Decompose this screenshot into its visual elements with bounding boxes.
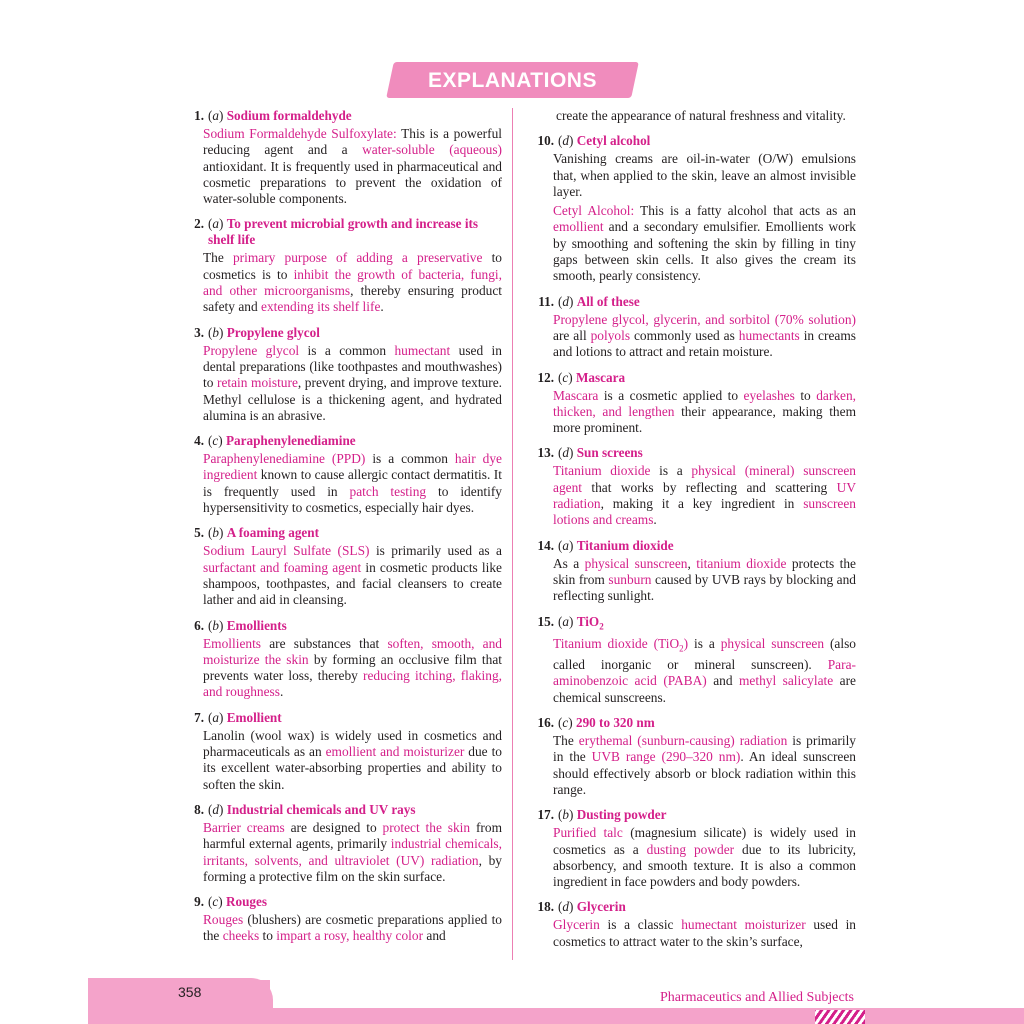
answer-text: Industrial chemicals and UV rays xyxy=(226,801,416,817)
explanation-text: and xyxy=(423,928,446,944)
explanation-text: used in dental preparations (like toothpastes and mouthwashes) to xyxy=(203,342,502,391)
question-heading xyxy=(186,894,502,910)
highlighted-term: emollient xyxy=(553,219,604,235)
option-letter: d xyxy=(562,133,569,149)
highlighted-term: impart a rosy, healthy color xyxy=(276,928,424,944)
highlighted-term: Emollients xyxy=(203,635,262,651)
highlighted-term: methyl salicylate xyxy=(738,673,834,689)
highlighted-term: Sodium Lauryl Sulfate (SLS) xyxy=(203,543,370,559)
explanation-text: , making it a key ingredient in xyxy=(600,496,804,512)
highlighted-term: Para-aminobenzoic acid (PABA) xyxy=(553,657,856,689)
option-paren-open: ( xyxy=(558,445,563,461)
highlighted-term: UVB range (290–320 nm) xyxy=(591,749,741,765)
explanation-paragraph xyxy=(186,126,502,207)
explanation-text: and xyxy=(706,673,739,689)
question-answer-line xyxy=(208,710,502,726)
decorative-stripes xyxy=(815,1010,865,1024)
explanation-text: The xyxy=(553,733,579,749)
explanation-text: in creams and lotions to attract and retain moisture. xyxy=(553,327,856,360)
question-number: 18. xyxy=(537,899,554,915)
explanation-paragraph xyxy=(536,917,856,950)
answer-subscript: 2 xyxy=(599,621,604,632)
highlighted-term: Propylene glycol, glycerin, and sorbitol (70% solution) xyxy=(553,311,856,327)
option-paren-open: ( xyxy=(208,894,213,910)
question-heading xyxy=(536,715,856,731)
option-letter: c xyxy=(212,433,219,449)
question-block xyxy=(186,433,502,516)
question-answer-line xyxy=(558,715,856,731)
question-block xyxy=(536,899,856,950)
explanation-paragraph xyxy=(186,636,502,701)
highlighted-term: UV radiation xyxy=(553,479,856,512)
explanation-text: are designed to xyxy=(284,819,383,835)
option-letter: a xyxy=(212,108,219,123)
question-number: 14. xyxy=(537,537,554,553)
explanation-text: . xyxy=(653,512,657,528)
explanation-text: used in cosmetics to attract water to the skin’s surface, xyxy=(553,917,856,949)
explanation-paragraph xyxy=(536,636,856,706)
answer-text: Titanium dioxide xyxy=(576,537,674,553)
question-heading xyxy=(186,710,502,726)
explanation-text: (magnesium silicate) is widely used in cosmetics as a xyxy=(553,825,856,857)
option-letter: b xyxy=(212,324,219,340)
highlighted-term: Purified talc xyxy=(553,825,623,841)
highlighted-term: humectant xyxy=(394,342,451,358)
highlighted-term: surfactant and foaming agent xyxy=(203,559,362,575)
question-number: 2. xyxy=(194,216,204,232)
highlighted-term: inhibit the growth of bacteria, fungi, and other microorganisms xyxy=(203,266,502,299)
option-paren-close: ) xyxy=(569,807,577,823)
question-block xyxy=(186,108,502,207)
option-paren-close: ) xyxy=(569,293,577,309)
question-number: 10. xyxy=(537,133,554,149)
highlighted-term: extending its shelf life xyxy=(261,299,381,315)
explanation-text: , thereby ensuring product safety and xyxy=(203,283,502,315)
question-answer-line xyxy=(208,802,502,818)
option-paren-open: ( xyxy=(208,324,213,340)
explanation-paragraph xyxy=(536,151,856,200)
question-block xyxy=(536,715,856,798)
question-number: 16. xyxy=(537,715,554,731)
book-title: Pharmaceutics and Allied Subjects xyxy=(659,990,854,1005)
option-letter: d xyxy=(212,801,219,817)
option-paren-open: ( xyxy=(558,807,563,823)
explanation-text: , xyxy=(687,555,697,571)
explanation-text: As a xyxy=(553,555,585,571)
option-paren-open: ( xyxy=(558,613,563,629)
answer-text: TiO xyxy=(576,613,600,629)
question-number: 9. xyxy=(194,894,204,910)
highlighted-term: eyelashes xyxy=(743,387,795,403)
highlighted-term: Glycerin xyxy=(553,917,600,933)
explanation-text: is a common xyxy=(365,451,455,467)
explanation-paragraph xyxy=(536,556,856,605)
explanation-paragraph xyxy=(536,463,856,528)
question-answer-line xyxy=(558,807,856,823)
explanation-text: to xyxy=(259,928,277,944)
explanation-text: that works by reflecting and scattering xyxy=(582,479,837,495)
explanation-text: (blushers) are cosmetic preparations applied to the xyxy=(203,912,502,944)
column-divider xyxy=(512,108,513,960)
question-block xyxy=(536,370,856,437)
question-answer-line xyxy=(208,216,502,248)
option-paren-open: ( xyxy=(208,617,213,633)
answer-text: To prevent microbial growth and increase its shelf life xyxy=(208,216,479,248)
option-paren-open: ( xyxy=(558,133,563,149)
highlighted-term: polyols xyxy=(590,327,631,343)
option-paren-close: ) xyxy=(569,445,577,461)
option-paren-open: ( xyxy=(558,369,563,385)
question-answer-line xyxy=(558,370,856,386)
option-letter: c xyxy=(212,894,219,910)
highlighted-term: retain moisture xyxy=(216,375,298,391)
question-heading xyxy=(186,216,502,248)
explanation-text: . An ideal sunscreen should effectively absorb or block radiation within this range. xyxy=(553,749,856,797)
option-paren-open: ( xyxy=(558,899,563,915)
question-number: 5. xyxy=(194,525,204,541)
question-block xyxy=(186,894,502,945)
option-letter: b xyxy=(212,525,219,541)
highlighted-term: erythemal (sunburn-causing) radiation xyxy=(578,733,788,749)
footer-white-area xyxy=(270,976,1024,1008)
highlighted-term: primary purpose of adding a preservative xyxy=(232,250,483,266)
explanation-text: . xyxy=(279,684,284,700)
question-answer-line xyxy=(558,445,856,461)
option-paren-close: ) xyxy=(568,715,576,731)
explanation-text: is primarily in the xyxy=(553,733,856,765)
answer-text: Mascara xyxy=(575,369,626,385)
option-letter: a xyxy=(562,537,569,553)
answer-text: Emollient xyxy=(226,709,282,725)
answer-text: Propylene glycol xyxy=(226,324,320,340)
answer-text: Rouges xyxy=(225,894,267,910)
highlighted-term: Titanium dioxide (TiO xyxy=(553,636,680,652)
highlighted-term: humectant moisturizer xyxy=(681,917,806,933)
option-letter: a xyxy=(562,613,569,629)
question-block xyxy=(536,614,856,707)
highlighted-term: darken, thicken, and lengthen xyxy=(553,387,856,419)
explanation-text: , by forming a protective film on the skin surface. xyxy=(203,852,502,884)
explanation-text: known to cause allergic contact dermatitis. It is frequently used in xyxy=(203,467,502,499)
explanation-text: caused by UVB rays by blocking and reflecting sunlight. xyxy=(553,571,856,604)
question-answer-line xyxy=(208,618,502,634)
option-paren-close: ) xyxy=(218,894,226,910)
question-number: 11. xyxy=(538,293,554,309)
highlighted-subscript: 2 xyxy=(679,643,684,654)
question-number: 6. xyxy=(194,617,204,633)
option-paren-open: ( xyxy=(208,801,213,817)
option-letter: d xyxy=(562,293,569,309)
option-paren-close: ) xyxy=(569,133,577,149)
explanation-text: to xyxy=(794,387,817,403)
explanation-text: is a classic xyxy=(599,917,682,933)
explanation-paragraph xyxy=(186,728,502,793)
question-block xyxy=(186,216,502,315)
question-heading xyxy=(186,525,502,541)
highlighted-term: Rouges xyxy=(203,912,244,928)
question-block xyxy=(536,133,856,284)
option-letter: a xyxy=(212,216,219,232)
question-number: 7. xyxy=(194,709,204,725)
question-number: 8. xyxy=(194,801,204,817)
option-paren-open: ( xyxy=(208,108,213,123)
left-column xyxy=(186,108,502,954)
explanation-paragraph xyxy=(186,543,502,608)
option-paren-open: ( xyxy=(208,216,213,232)
explanation-paragraph xyxy=(536,388,856,437)
explanation-text: This is a fatty alcohol that acts as an xyxy=(634,203,856,219)
explanation-paragraph xyxy=(536,733,856,798)
option-paren-close: ) xyxy=(219,801,227,817)
option-paren-open: ( xyxy=(208,433,213,449)
answer-text: Paraphenylenediamine xyxy=(225,433,356,449)
highlighted-term: humectants xyxy=(738,327,800,343)
question-answer-line xyxy=(558,133,856,149)
explanation-paragraph xyxy=(186,820,502,885)
continued-text: create the appearance of natural freshness and vitality. xyxy=(556,108,846,123)
explanation-text: Lanolin (wool wax) is widely used in cosmetics and pharmaceuticals as an xyxy=(203,727,502,760)
explanation-text: is a common xyxy=(299,342,395,358)
highlighted-term: emollient and moisturizer xyxy=(325,744,465,760)
question-heading xyxy=(186,802,502,818)
highlighted-term: titanium dioxide xyxy=(696,555,787,571)
question-block xyxy=(186,802,502,885)
explanation-text: The xyxy=(203,250,233,266)
answer-text: Emollients xyxy=(226,617,287,633)
page-number: 358 xyxy=(178,984,202,1000)
option-letter: d xyxy=(562,899,569,915)
highlighted-term: soften, smooth, and moisturize the skin xyxy=(203,635,502,667)
question-number: 15. xyxy=(537,613,554,629)
question-answer-line xyxy=(208,525,502,541)
banner-title: EXPLANATIONS xyxy=(428,69,597,92)
explanation-text: commonly used as xyxy=(630,327,739,343)
highlighted-term: water-soluble (aqueous) xyxy=(362,142,502,158)
option-letter: b xyxy=(562,807,569,823)
highlighted-term: dusting powder xyxy=(646,841,735,857)
explanation-text: are substances that xyxy=(261,635,388,651)
explanation-text: Vanishing creams are oil-in-water (O/W) emulsions that, when applied to the skin, leave an almost invisible layer. xyxy=(553,151,856,199)
option-paren-close: ) xyxy=(569,537,577,553)
explanation-text: to cosmetics is to xyxy=(203,250,502,282)
highlighted-term: Cetyl Alcohol: xyxy=(553,203,635,219)
answer-text: A foaming agent xyxy=(226,525,320,541)
option-paren-close: ) xyxy=(219,108,227,123)
highlighted-term: industrial chemicals, irritants, solvents, and ultraviolet (UV) radiation xyxy=(203,836,502,868)
question-answer-line xyxy=(208,894,502,910)
question-number: 1. xyxy=(194,108,204,123)
explanation-text: due to its lubricity, absorbency, and smooth texture. It is also a common ingredient in face powders and body powders. xyxy=(553,841,856,890)
explanation-text: by forming an occlusive film that prevents water loss, thereby xyxy=(203,651,502,684)
highlighted-term: Propylene glycol xyxy=(203,342,300,358)
explanation-text: due to its excellent water-absorbing properties and ability to soften the skin. xyxy=(203,744,502,792)
option-paren-close: ) xyxy=(219,324,227,340)
explanation-text: from harmful external agents, primarily xyxy=(203,819,502,852)
explanation-text: and a secondary emulsifier. Emollients work by smoothing and softening the skin by filling in tiny gaps between skin cells. It also gives the cream its smooth, pearly consistency. xyxy=(553,219,856,284)
question-answer-line xyxy=(208,433,502,449)
question-heading xyxy=(536,899,856,915)
explanation-paragraph xyxy=(186,250,502,315)
highlighted-term: cheeks xyxy=(222,928,260,944)
question-heading xyxy=(186,433,502,449)
question-heading xyxy=(536,133,856,149)
highlighted-term: sunscreen lotions and creams xyxy=(553,496,856,528)
question-answer-line xyxy=(558,538,856,554)
option-letter: b xyxy=(212,617,219,633)
answer-text: All of these xyxy=(576,293,640,309)
question-answer-line xyxy=(208,108,502,124)
explanation-text: are chemical sunscreens. xyxy=(553,673,857,705)
highlighted-term: patch testing xyxy=(349,483,427,499)
answer-text: Sun screens xyxy=(576,445,643,461)
question-block xyxy=(536,294,856,361)
option-paren-close: ) xyxy=(569,613,577,629)
question-number: 17. xyxy=(537,807,554,823)
option-paren-close: ) xyxy=(219,709,227,725)
explanation-text: their appearance, making them more prominent. xyxy=(553,403,856,436)
explanation-text: is primarily used as a xyxy=(369,543,502,559)
option-paren-close: ) xyxy=(568,369,576,385)
question-block xyxy=(536,445,856,528)
question-block xyxy=(186,710,502,793)
option-paren-open: ( xyxy=(558,293,563,309)
option-letter: c xyxy=(562,369,569,385)
explanation-text: in cosmetic products like shampoos, toothpastes, and facial cleansers to create lather and aid in cleansing. xyxy=(203,559,502,608)
explanation-text: to identify hypersensitivity to cosmetics, especially hair dyes. xyxy=(203,483,502,516)
question-answer-line xyxy=(558,294,856,310)
answer-text: Cetyl alcohol xyxy=(576,133,651,149)
question-heading xyxy=(186,618,502,634)
question-number: 3. xyxy=(194,324,204,340)
highlighted-term: reducing itching, flaking, and roughness xyxy=(203,668,502,700)
explanation-paragraph xyxy=(186,451,502,516)
answer-text: Sodium formaldehyde xyxy=(226,108,352,123)
explanation-text: is a xyxy=(688,636,721,652)
option-letter: d xyxy=(562,445,569,461)
question-heading xyxy=(536,807,856,823)
option-paren-close: ) xyxy=(219,617,227,633)
option-letter: c xyxy=(562,715,569,731)
explanation-paragraph xyxy=(536,825,856,890)
highlighted-term: sunburn xyxy=(608,571,652,587)
explanation-paragraph xyxy=(536,312,856,361)
option-paren-close: ) xyxy=(219,216,227,232)
question-block xyxy=(186,325,502,424)
question-answer-line xyxy=(558,899,856,915)
highlighted-term: physical (mineral) sunscreen agent xyxy=(553,463,856,495)
question-answer-line xyxy=(558,614,856,635)
question-block xyxy=(536,807,856,890)
question-number: 13. xyxy=(537,445,554,461)
answer-text: Glycerin xyxy=(576,899,626,915)
explanation-text: antioxidant. It is frequently used in pharmaceutical and cosmetic preparations to prevent the oxidation of water-soluble components. xyxy=(203,158,502,207)
question-heading xyxy=(536,294,856,310)
highlighted-term: Titanium dioxide xyxy=(553,463,651,479)
highlighted-term: Sodium Formaldehyde Sulfoxylate: xyxy=(203,126,397,141)
question-number: 12. xyxy=(537,369,554,385)
question-block xyxy=(536,538,856,605)
option-paren-open: ( xyxy=(208,709,213,725)
highlighted-term: physical sunscreen xyxy=(720,636,825,652)
explanation-text: . xyxy=(380,299,384,315)
explanation-text: (also called inorganic or mineral sunscreen). xyxy=(553,636,856,673)
option-paren-close: ) xyxy=(219,525,227,541)
question-block xyxy=(186,525,502,608)
option-paren-close: ) xyxy=(218,433,226,449)
option-letter: a xyxy=(212,709,219,725)
right-column xyxy=(536,108,856,959)
explanation-paragraph xyxy=(186,343,502,424)
question-heading xyxy=(536,538,856,554)
question-number: 4. xyxy=(194,433,204,449)
highlighted-term: physical sunscreen xyxy=(584,555,688,571)
highlighted-term: Mascara xyxy=(553,387,599,403)
explanation-paragraph xyxy=(186,912,502,945)
question-heading xyxy=(536,445,856,461)
question-heading xyxy=(536,370,856,386)
highlighted-term: Paraphenylenediamine (PPD) xyxy=(203,451,366,467)
highlighted-term: hair dye ingredient xyxy=(203,451,502,483)
question-answer-line xyxy=(208,325,502,341)
question-heading xyxy=(186,325,502,341)
explanation-text: , prevent drying, and improve texture. Methyl cellulose is a thickening agent, and hydrated alumina is an abrasive. xyxy=(203,375,502,423)
explanation-text: is a cosmetic applied to xyxy=(598,387,744,403)
explanation-text: are all xyxy=(553,327,591,343)
answer-text: 290 to 320 nm xyxy=(575,715,655,731)
option-paren-open: ( xyxy=(558,537,563,553)
explanation-text: This is a powerful reducing agent and a xyxy=(203,126,503,158)
question-heading xyxy=(536,614,856,635)
option-paren-open: ( xyxy=(558,715,563,731)
footer-line xyxy=(270,1008,1024,1009)
question-block xyxy=(186,618,502,701)
option-paren-open: ( xyxy=(208,525,213,541)
explanation-text: is a xyxy=(650,463,692,479)
question-heading xyxy=(186,108,502,124)
highlighted-term: ) xyxy=(683,636,689,652)
answer-text: Dusting powder xyxy=(576,807,667,823)
highlighted-term: Barrier creams xyxy=(203,819,285,835)
explanation-paragraph xyxy=(536,203,856,284)
explanation-text: protects the skin from xyxy=(553,555,856,587)
option-paren-close: ) xyxy=(569,899,577,915)
highlighted-term: protect the skin xyxy=(382,819,471,835)
